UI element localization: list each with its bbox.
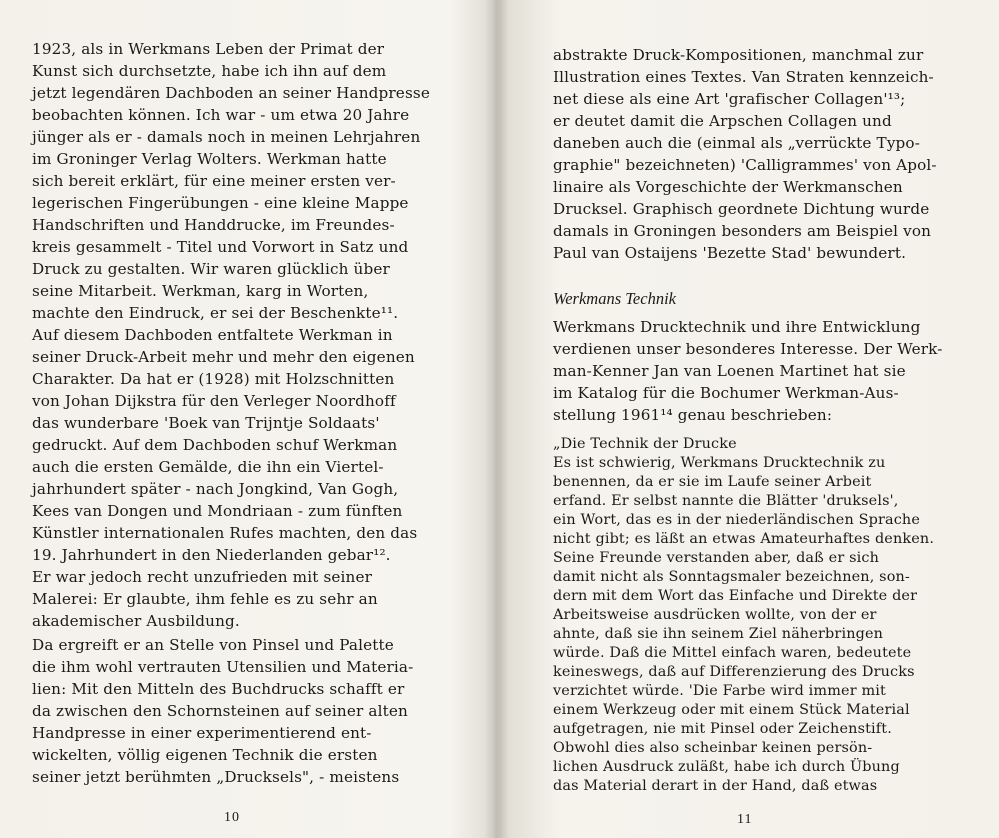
text-line: Handschriften und Handdrucke, im Freundes- [32,216,395,234]
text-line: Illustration eines Textes. Van Straten kennzeich- [553,68,934,86]
text-line: Charakter. Da hat er (1928) mit Holzschnitten [32,370,395,388]
text-line: machte den Eindruck, er sei der Beschenkte¹¹. [32,304,399,322]
text-line: seiner Druck-Arbeit mehr und mehr den eigenen [32,348,415,366]
text-line: im Groninger Verlag Wolters. Werkman hatte [32,150,387,168]
text-line: einem Werkzeug oder mit einem Stück Material [553,702,910,718]
text-line: Auf diesem Dachboden entfaltete Werkman in [32,326,393,344]
text-line: linaire als Vorgeschichte der Werkmanschen [553,178,903,196]
page-number: 11 [737,812,753,827]
text-line: akademischer Ausbildung. [32,612,240,630]
text-line: das wunderbare 'Boek van Trijntje Soldaats' [32,414,380,432]
text-line: kreis gesammelt - Titel und Vorwort in Satz und [32,238,409,256]
text-line: ein Wort, das es in der niederländischen Sprache [553,512,921,528]
text-line: wickelten, völlig eigenen Technik die ersten [32,746,378,764]
quote-title: „Die Technik der Drucke [553,436,737,452]
text-line: sich bereit erklärt, für eine meiner ersten ver- [32,172,396,190]
text-line: Da ergreift er an Stelle von Pinsel und Palette [32,636,394,654]
text-line: 19. Jahrhundert in den Niederlanden gebar¹². [32,546,391,564]
text-line: stellung 1961¹⁴ genau beschrieben: [553,406,833,424]
text-line: da zwischen den Schornsteinen auf seiner alten [32,702,408,720]
text-line: keineswegs, daß auf Differenzierung des Drucks [553,664,915,680]
text-line: man-Kenner Jan van Loenen Martinet hat sie [553,362,906,380]
text-line: gedruckt. Auf dem Dachboden schuf Werkman [32,436,398,454]
text-line: seine Mitarbeit. Werkman, karg in Worten, [32,282,369,300]
text-line: Seine Freunde verstanden aber, daß er sich [553,550,879,566]
text-line: Er war jedoch recht unzufrieden mit seiner [32,568,373,586]
text-line: 1923, als in Werkmans Leben der Primat der [32,40,385,58]
text-line: abstrakte Druck-Kompositionen, manchmal zur [553,46,924,64]
text-line: dern mit dem Wort das Einfache und Direkte der [553,588,918,604]
text-line: jahrhundert später - nach Jongkind, Van Gogh, [32,480,399,498]
text-line: Kees van Dongen und Mondriaan - zum fünften [32,502,403,520]
text-line: Handpresse in einer experimentierend ent- [32,724,372,742]
text-line: damit nicht als Sonntagsmaler bezeichnen, son- [553,569,910,585]
text-line: lichen Ausdruck zuläßt, habe ich durch Übung [553,759,900,775]
text-line: das Material derart in der Hand, daß etwas [553,778,878,794]
text-line: seiner jetzt berühmten „Drucksels", - meistens [32,768,400,786]
text-line: erfand. Er selbst nannte die Blätter 'druksels', [553,493,899,509]
text-line: Es ist schwierig, Werkmans Drucktechnik zu [553,455,886,471]
text-line: daneben auch die (einmal als „verrückte Typo- [553,134,920,152]
text-line: würde. Daß die Mittel einfach waren, bedeutete [553,645,912,661]
text-line: Malerei: Er glaubte, ihm fehle es zu sehr an [32,590,378,608]
text-line: graphie" bezeichneten) 'Calligrammes' von Apol- [553,156,937,174]
text-line: nicht gibt; es läßt an etwas Amateurhaftes denken. [553,531,935,547]
text-line: ahnte, daß sie ihn seinem Ziel näherbringen [553,626,884,642]
text-line: verdienen unser besonderes Interesse. Der Werk- [553,340,943,358]
text-line: Kunst sich durchsetzte, habe ich ihn auf dem [32,62,387,80]
right-page [505,0,999,838]
text-line: jünger als er - damals noch in meinen Lehrjahren [32,128,421,146]
text-line: Obwohl dies also scheinbar keinen persön- [553,740,873,756]
text-line: jetzt legendären Dachboden an seiner Handpresse [32,84,430,102]
text-line: auch die ersten Gemälde, die ihn ein Viertel- [32,458,384,476]
page-number: 10 [224,810,240,825]
text-line: Künstler internationalen Rufes machten, den das [32,524,418,542]
text-line: Drucksel. Graphisch geordnete Dichtung wurde [553,200,930,218]
text-line: lien: Mit den Mitteln des Buchdrucks schafft er [32,680,405,698]
text-line: er deutet damit die Arpschen Collagen und [553,112,892,130]
text-line: benennen, da er sie im Laufe seiner Arbeit [553,474,872,490]
text-line: Arbeitsweise ausdrücken wollte, von der er [553,607,877,623]
section-heading: Werkmans Technik [553,289,676,308]
text-line: verzichtet würde. 'Die Farbe wird immer mit [553,683,886,699]
text-line: Druck zu gestalten. Wir waren glücklich über [32,260,390,278]
text-line: im Katalog für die Bochumer Werkman-Aus- [553,384,899,402]
text-line: aufgetragen, nie mit Pinsel oder Zeichenstift. [553,721,892,737]
text-line: net diese als eine Art 'grafischer Collagen'¹³; [553,90,906,108]
left-page [0,0,492,838]
text-line: damals in Groningen besonders am Beispiel von [553,222,932,240]
text-line: von Johan Dijkstra für den Verleger Noordhoff [32,392,396,410]
text-line: beobachten können. Ich war - um etwa 20 Jahre [32,106,410,124]
text-line: legerischen Fingerübungen - eine kleine Mappe [32,194,409,212]
text-line: Paul van Ostaijens 'Bezette Stad' bewundert. [553,244,907,262]
text-line: die ihm wohl vertrauten Utensilien und Materia- [32,658,414,676]
text-line: Werkmans Drucktechnik und ihre Entwicklung [553,318,921,336]
